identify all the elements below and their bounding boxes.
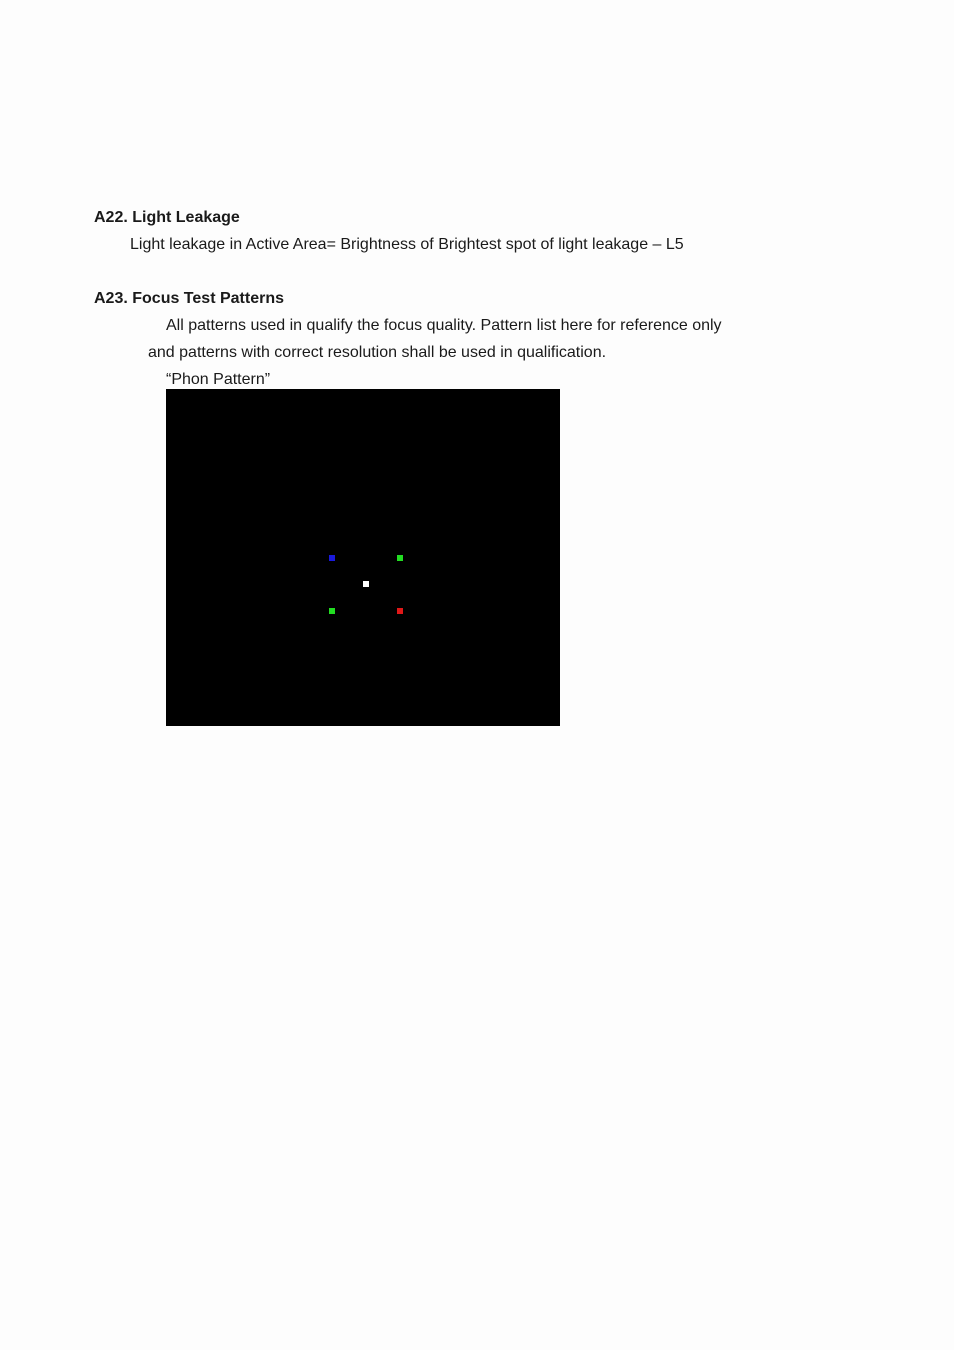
green-dot-bottom-left xyxy=(329,608,335,614)
green-dot-top-right xyxy=(397,555,403,561)
pattern-caption: “Phon Pattern” xyxy=(166,371,271,388)
blue-dot xyxy=(329,555,335,561)
white-dot-center xyxy=(363,581,369,587)
phon-pattern-image xyxy=(166,389,560,726)
section-a22-heading: A22. Light Leakage xyxy=(94,209,240,226)
red-dot xyxy=(397,608,403,614)
section-a23-heading: A23. Focus Test Patterns xyxy=(94,290,284,307)
section-a22-body: Light leakage in Active Area= Brightness of Brightest spot of light leakage – L5 xyxy=(130,236,684,253)
section-a23-body-line2: and patterns with correct resolution shall be used in qualification. xyxy=(148,344,607,361)
section-a23-body-line1: All patterns used in qualify the focus quality. Pattern list here for reference only xyxy=(166,317,722,334)
